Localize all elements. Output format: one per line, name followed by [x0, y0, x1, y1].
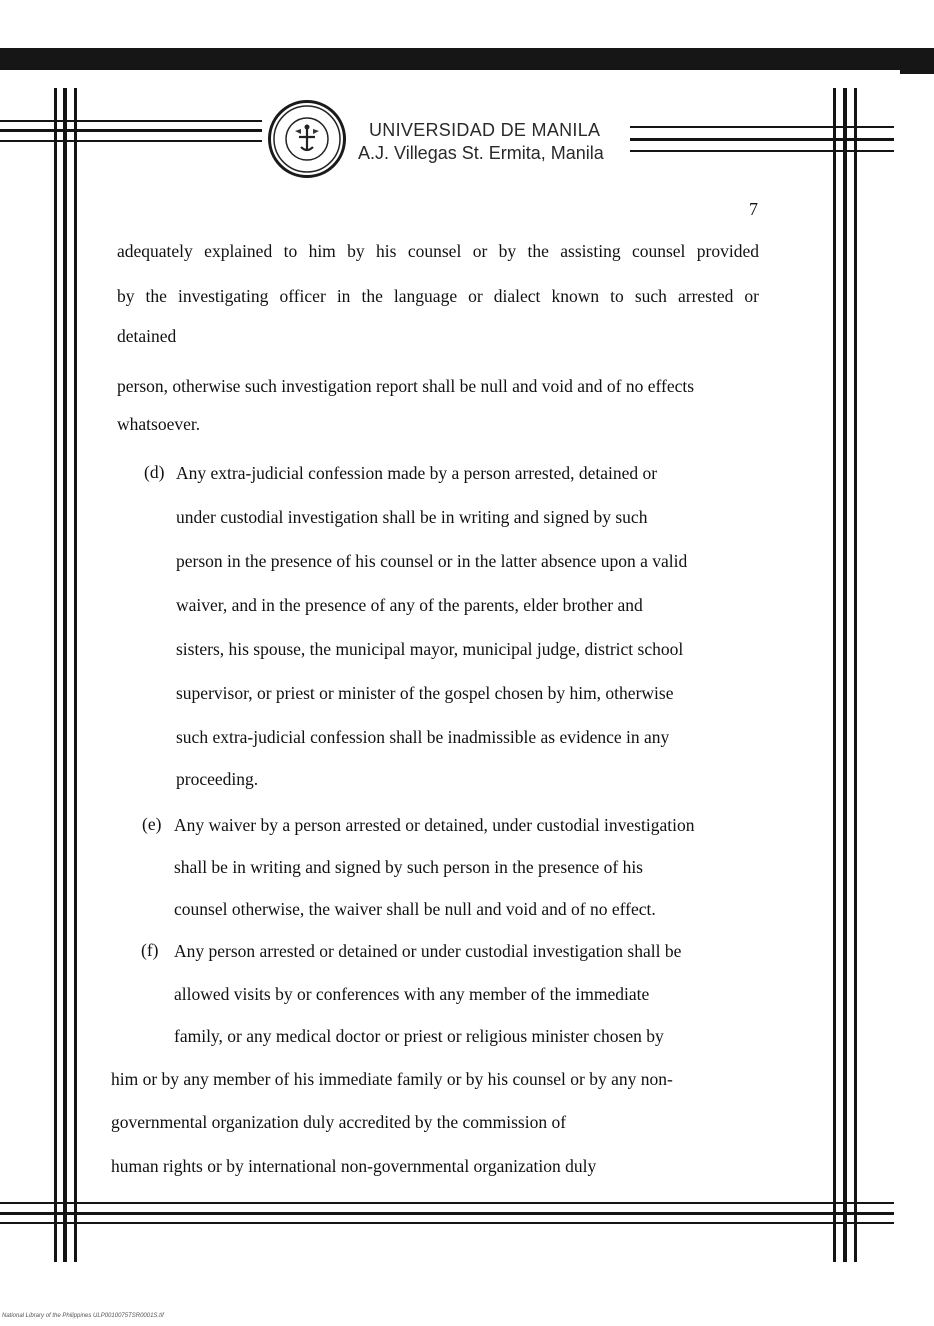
text-line: Any person arrested or detained or under custodial investigation shall be	[174, 941, 682, 961]
text-line: proceeding.	[176, 769, 259, 789]
text-line: whatsoever.	[117, 414, 201, 434]
university-seal	[268, 100, 346, 178]
scan-footer-note: National Library of the Philippines ULP0010075TSR0001S.tif	[2, 1313, 164, 1319]
list-marker: (d)	[144, 462, 165, 482]
text-line: him or by any member of his immediate family or by his counsel or by any non-	[111, 1069, 673, 1089]
text-line: person, otherwise such investigation report shall be null and void and of no effects	[117, 376, 695, 396]
text-line: allowed visits by or conferences with any member of the immediate	[174, 984, 650, 1004]
institution-name: UNIVERSIDAD DE MANILA	[369, 120, 601, 140]
page-number: 7	[749, 199, 758, 219]
text-line: detained	[117, 326, 177, 346]
text-line: governmental organization duly accredited by the commission of	[111, 1112, 567, 1132]
text-line: supervisor, or priest or minister of the gospel chosen by him, otherwise	[176, 683, 674, 703]
text-line: such extra-judicial confession shall be inadmissible as evidence in any	[176, 727, 670, 747]
text-line: waiver, and in the presence of any of the parents, elder brother and	[176, 595, 643, 615]
text-line: by the investigating officer in the language or dialect known to such arrested or	[117, 286, 759, 306]
text-line: family, or any medical doctor or priest or religious minister chosen by	[174, 1026, 664, 1046]
text-line: adequately explained to him by his counsel or by the assisting counsel provided	[117, 241, 759, 261]
list-marker: (f)	[141, 940, 159, 960]
text-line: Any extra-judicial confession made by a person arrested, detained or	[176, 463, 658, 483]
text-line: counsel otherwise, the waiver shall be null and void and of no effect.	[174, 899, 656, 919]
institution-address: A.J. Villegas St. Ermita, Manila	[358, 143, 604, 163]
seal-emblem-icon	[271, 103, 343, 175]
text-line: Any waiver by a person arrested or detained, under custodial investigation	[174, 815, 695, 835]
text-line: person in the presence of his counsel or in the latter absence upon a valid	[176, 551, 688, 571]
text-line: human rights or by international non-governmental organization duly	[111, 1156, 597, 1176]
text-line: sisters, his spouse, the municipal mayor, municipal judge, district school	[176, 639, 684, 659]
text-line: shall be in writing and signed by such person in the presence of his	[174, 857, 643, 877]
text-line: under custodial investigation shall be in writing and signed by such	[176, 507, 648, 527]
scan-bar-edge	[0, 70, 900, 76]
list-marker: (e)	[142, 814, 162, 834]
